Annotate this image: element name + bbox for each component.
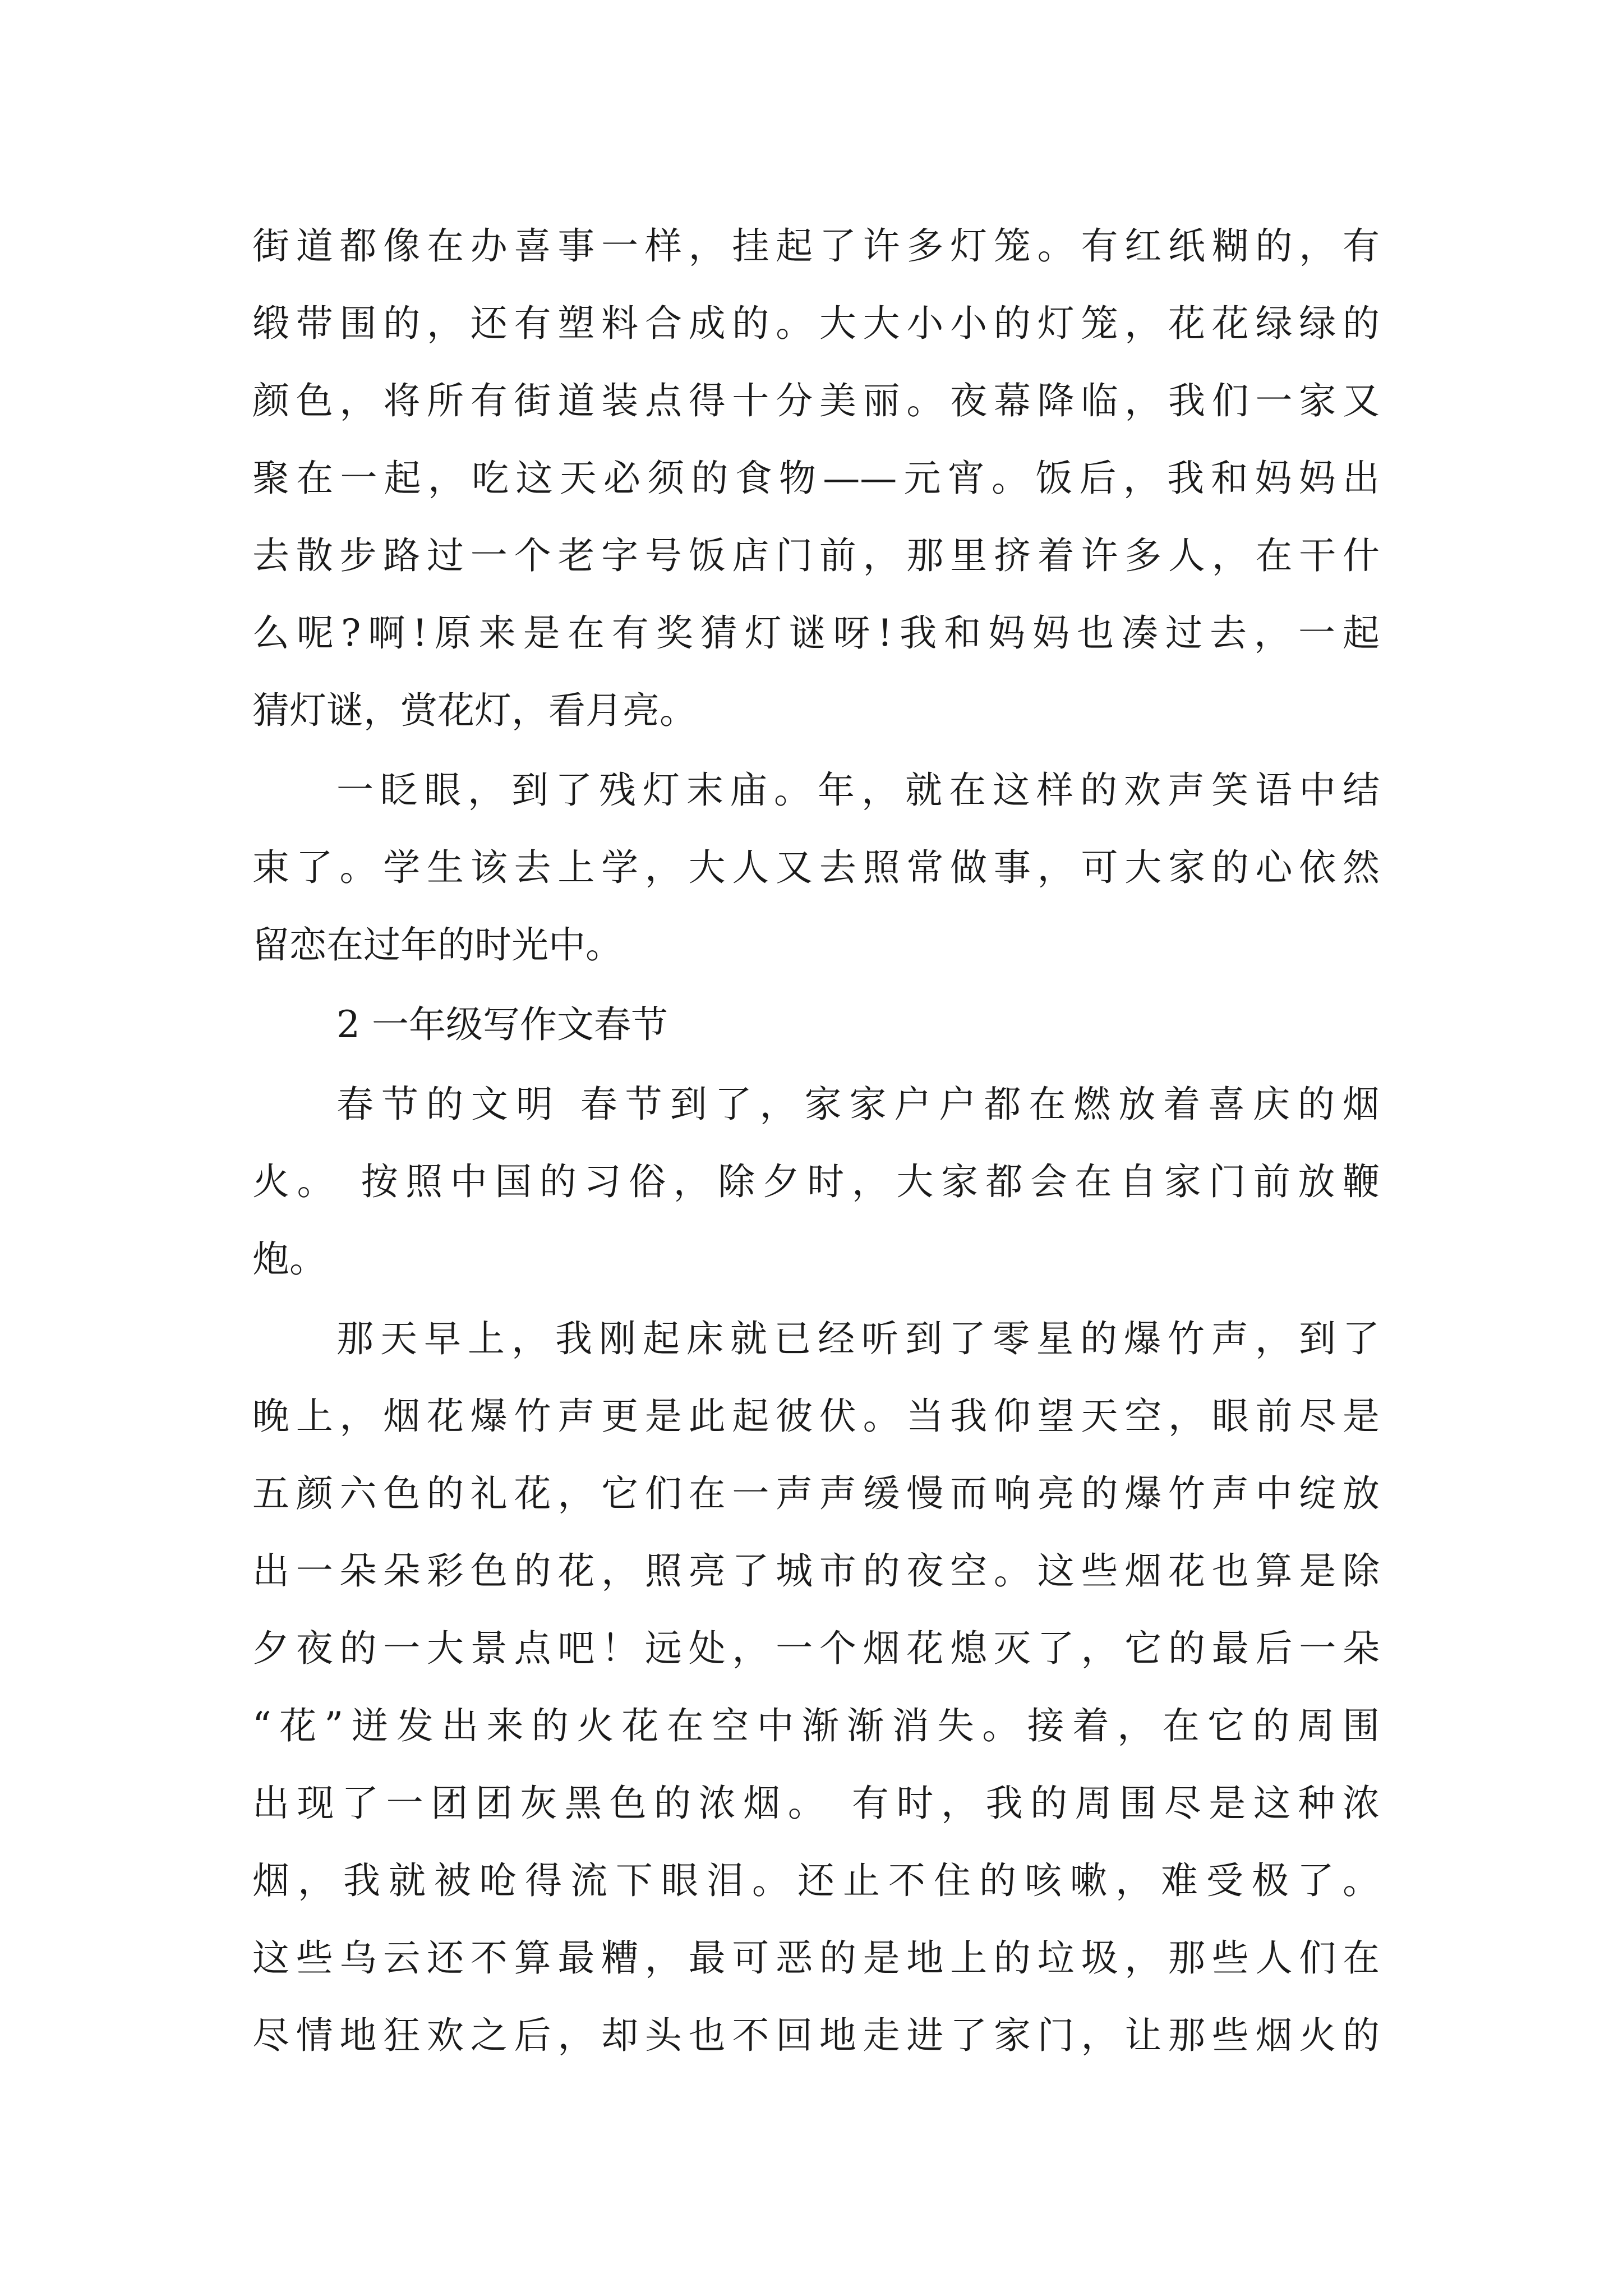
text-line: 尽情地狂欢之后，却头也不回地走进了家门，让那些烟火的 [252, 2014, 1380, 2057]
text-line: 一眨眼，到了残灯末庙。年，就在这样的欢声笑语中结 [336, 769, 1380, 812]
paragraph [252, 1066, 1380, 1298]
document-body [252, 208, 1380, 2074]
text-line: 晚上，烟花爆竹声更是此起彼伏。当我仰望天空，眼前尽是 [252, 1395, 1380, 1438]
text-line: 缎带围的，还有塑料合成的。大大小小的灯笼，花花绿绿的 [252, 302, 1380, 345]
paragraph [252, 1300, 1380, 2074]
text-line: 留恋在过年的时光中。 [252, 923, 623, 967]
paragraph [252, 208, 1380, 749]
text-line: 猜灯谜，赏花灯，看月亮。 [252, 689, 697, 732]
text-line: “花”迸发出来的火花在空中渐渐消失。接着，在它的周围 [252, 1704, 1380, 1747]
text-line: 那天早上，我刚起床就已经听到了零星的爆竹声，到了 [336, 1317, 1380, 1360]
text-line: 炮。 [252, 1237, 326, 1281]
text-line: 五颜六色的礼花，它们在一声声缓慢而响亮的爆竹声中绽放 [252, 1472, 1380, 1515]
heading-line: 2 一年级写作文春节 [336, 1003, 668, 1046]
text-line: 这些乌云还不算最糟，最可恶的是地上的垃圾，那些人们在 [252, 1936, 1380, 1980]
text-line: 春节的文明 春节到了，家家户户都在燃放着喜庆的烟 [336, 1083, 1380, 1126]
text-line: 夕夜的一大景点吧！远处，一个烟花熄灭了，它的最后一朵 [252, 1627, 1380, 1670]
text-line: 出现了一团团灰黑色的浓烟。 有时，我的周围尽是这种浓 [252, 1782, 1380, 1825]
text-line: 去散步路过一个老字号饭店门前，那里挤着许多人，在干什 [252, 534, 1380, 577]
text-line: 颜色，将所有街道装点得十分美丽。夜幕降临，我们一家又 [252, 379, 1380, 422]
paragraph [252, 752, 1380, 984]
text-line: 出一朵朵彩色的花，照亮了城市的夜空。这些烟花也算是除 [252, 1549, 1380, 1593]
section-heading [252, 986, 1380, 1064]
text-line: 束了。学生该去上学，大人又去照常做事，可大家的心依然 [252, 846, 1380, 889]
text-line: 街道都像在办喜事一样，挂起了许多灯笼。有红纸糊的，有 [252, 224, 1380, 268]
text-line: 火。 按照中国的习俗，除夕时，大家都会在自家门前放鞭 [252, 1160, 1380, 1203]
text-line: 烟，我就被呛得流下眼泪。还止不住的咳嗽，难受极了。 [252, 1859, 1380, 1902]
text-line: 聚在一起，吃这天必须的食物——元宵。饭后，我和妈妈出 [252, 457, 1380, 500]
text-line: 么呢?啊!原来是在有奖猜灯谜呀!我和妈妈也凑过去，一起 [252, 611, 1380, 655]
